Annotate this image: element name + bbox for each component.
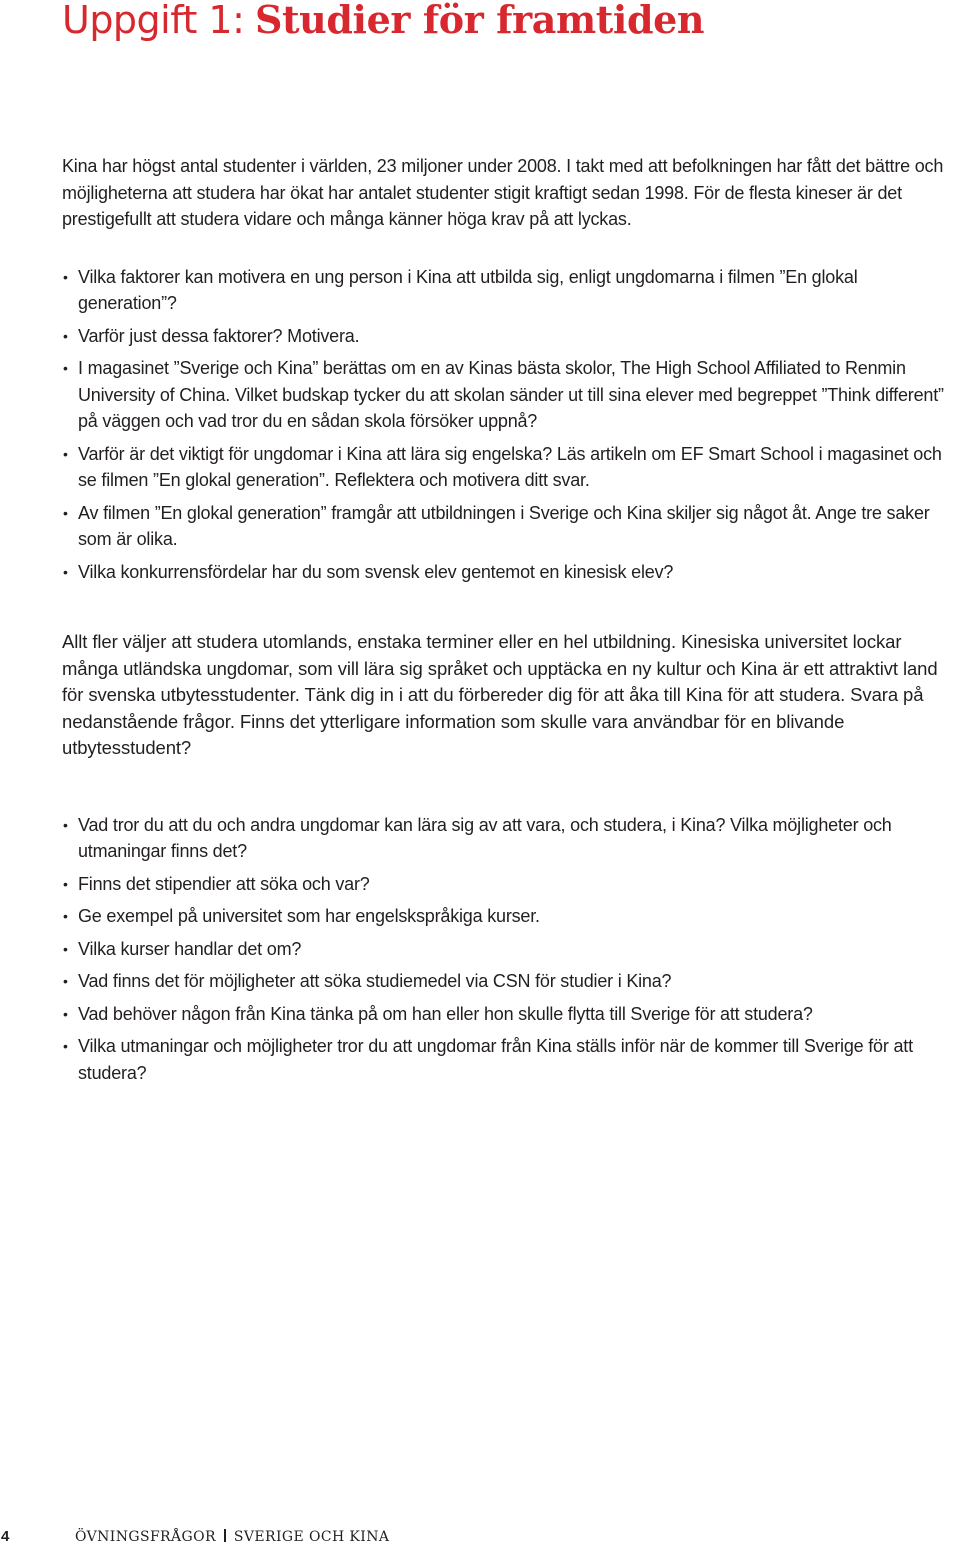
question-list-2: [62, 812, 960, 1087]
bullet-icon: •: [63, 973, 68, 989]
list-item: [62, 264, 960, 317]
bullet-icon: •: [63, 360, 68, 376]
list-item: [62, 1033, 960, 1086]
page-title: [62, 0, 704, 41]
list-item: [62, 500, 960, 553]
question-list-1: [62, 264, 960, 586]
bullet-icon: •: [63, 504, 68, 521]
question-text: Vilka konkurrensfördelar har du som svensk elev gentemot en kinesisk elev?: [78, 561, 674, 582]
question-text: Finns det stipendier att söka och var?: [78, 873, 370, 894]
footer-publication: SVERIGE OCH KINA: [233, 1529, 390, 1545]
bullet-icon: •: [63, 1038, 68, 1054]
footer-section: ÖVNINGSFRÅGOR: [75, 1529, 216, 1545]
bullet-icon: •: [63, 908, 68, 924]
list-item: [62, 559, 960, 586]
list-item: [62, 903, 960, 930]
question-text: Varför just dessa faktorer? Motivera.: [78, 325, 360, 346]
page-number: 4: [1, 1528, 10, 1545]
list-item: [62, 441, 960, 494]
question-text: Vad finns det för möjligheter att söka studiemedel via CSN för studier i Kina?: [78, 971, 672, 991]
list-item: [62, 355, 960, 435]
bullet-icon: •: [63, 816, 68, 833]
list-item: [62, 812, 960, 865]
main-content: [62, 153, 960, 1092]
question-text: Vilka kurser handlar det om?: [78, 938, 302, 959]
question-text: I magasinet ”Sverige och Kina” berättas om en av Kinas bästa skolor, The High School Affiliated to Renmin University of China. Vilket budskap tycker du att skolan sänder ut till sina elever med begreppet ”Think different” på väggen och vad tror du en sådan skola försöker uppnå?: [78, 358, 944, 431]
bullet-icon: •: [63, 268, 68, 285]
exchange-paragraph: Allt fler väljer att studera utomlands, enstaka terminer eller en hel utbildning. Kinesiska universitet lockar många utländska ungdomar, som vill lära sig språket och upptäcka en ny kultur och Kina är ett attraktivt land för svenska utbytesstudenter. Tänk dig in i att du förbereder dig för att åka till Kina för att studera. Svara på nedanstående frågor. Finns det ytterligare information som skulle vara användbar för en blivande utbytesstudent?: [62, 631, 938, 758]
intro-paragraph: Kina har högst antal studenter i världen, 23 miljoner under 2008. I takt med att befolkningen har fått det bättre och möjligheterna att studera har ökat har antalet studenter stigit kraftigt sedan 1998. För de flesta kineser är det prestigefullt att studera vidare och många känner höga krav på att lyckas.: [62, 156, 944, 229]
bullet-icon: •: [63, 563, 68, 580]
bullet-icon: •: [63, 327, 68, 344]
question-text: Vad behöver någon från Kina tänka på om han eller hon skulle flytta till Sverige för att studera?: [78, 1003, 813, 1024]
title-prefix: Uppgift 1:: [62, 0, 245, 42]
bullet-icon: •: [63, 940, 68, 957]
running-header: [75, 1527, 389, 1547]
question-text: Av filmen ”En glokal generation” framgår att utbildningen i Sverige och Kina skiljer sig något åt. Ange tre saker som är olika.: [78, 502, 930, 549]
bullet-icon: •: [63, 875, 68, 892]
question-text: Vad tror du att du och andra ungdomar kan lära sig av att vara, och studera, i Kina? Vilka möjligheter och utmaningar finns det?: [78, 814, 892, 861]
bullet-icon: •: [63, 445, 68, 462]
question-text: Vilka faktorer kan motivera en ung person i Kina att utbilda sig, enligt ungdomarna i filmen ”En glokal generation”?: [78, 266, 858, 313]
list-item: [62, 968, 960, 995]
list-item: [62, 936, 960, 963]
question-text: Ge exempel på universitet som har engelskspråkiga kurser.: [78, 906, 540, 926]
list-item: [62, 1001, 960, 1028]
question-text: Vilka utmaningar och möjligheter tror du att ungdomar från Kina ställs inför när de kommer till Sverige för att studera?: [78, 1036, 913, 1083]
list-item: [62, 871, 960, 898]
footer-divider: [224, 1529, 226, 1542]
list-item: [62, 323, 960, 350]
bullet-icon: •: [63, 1005, 68, 1022]
question-text: Varför är det viktigt för ungdomar i Kina att lära sig engelska? Läs artikeln om EF Smart School i magasinet och se filmen ”En glokal generation”. Reflektera och motivera ditt svar.: [78, 443, 942, 490]
title-main: Studier för framtiden: [254, 0, 705, 42]
